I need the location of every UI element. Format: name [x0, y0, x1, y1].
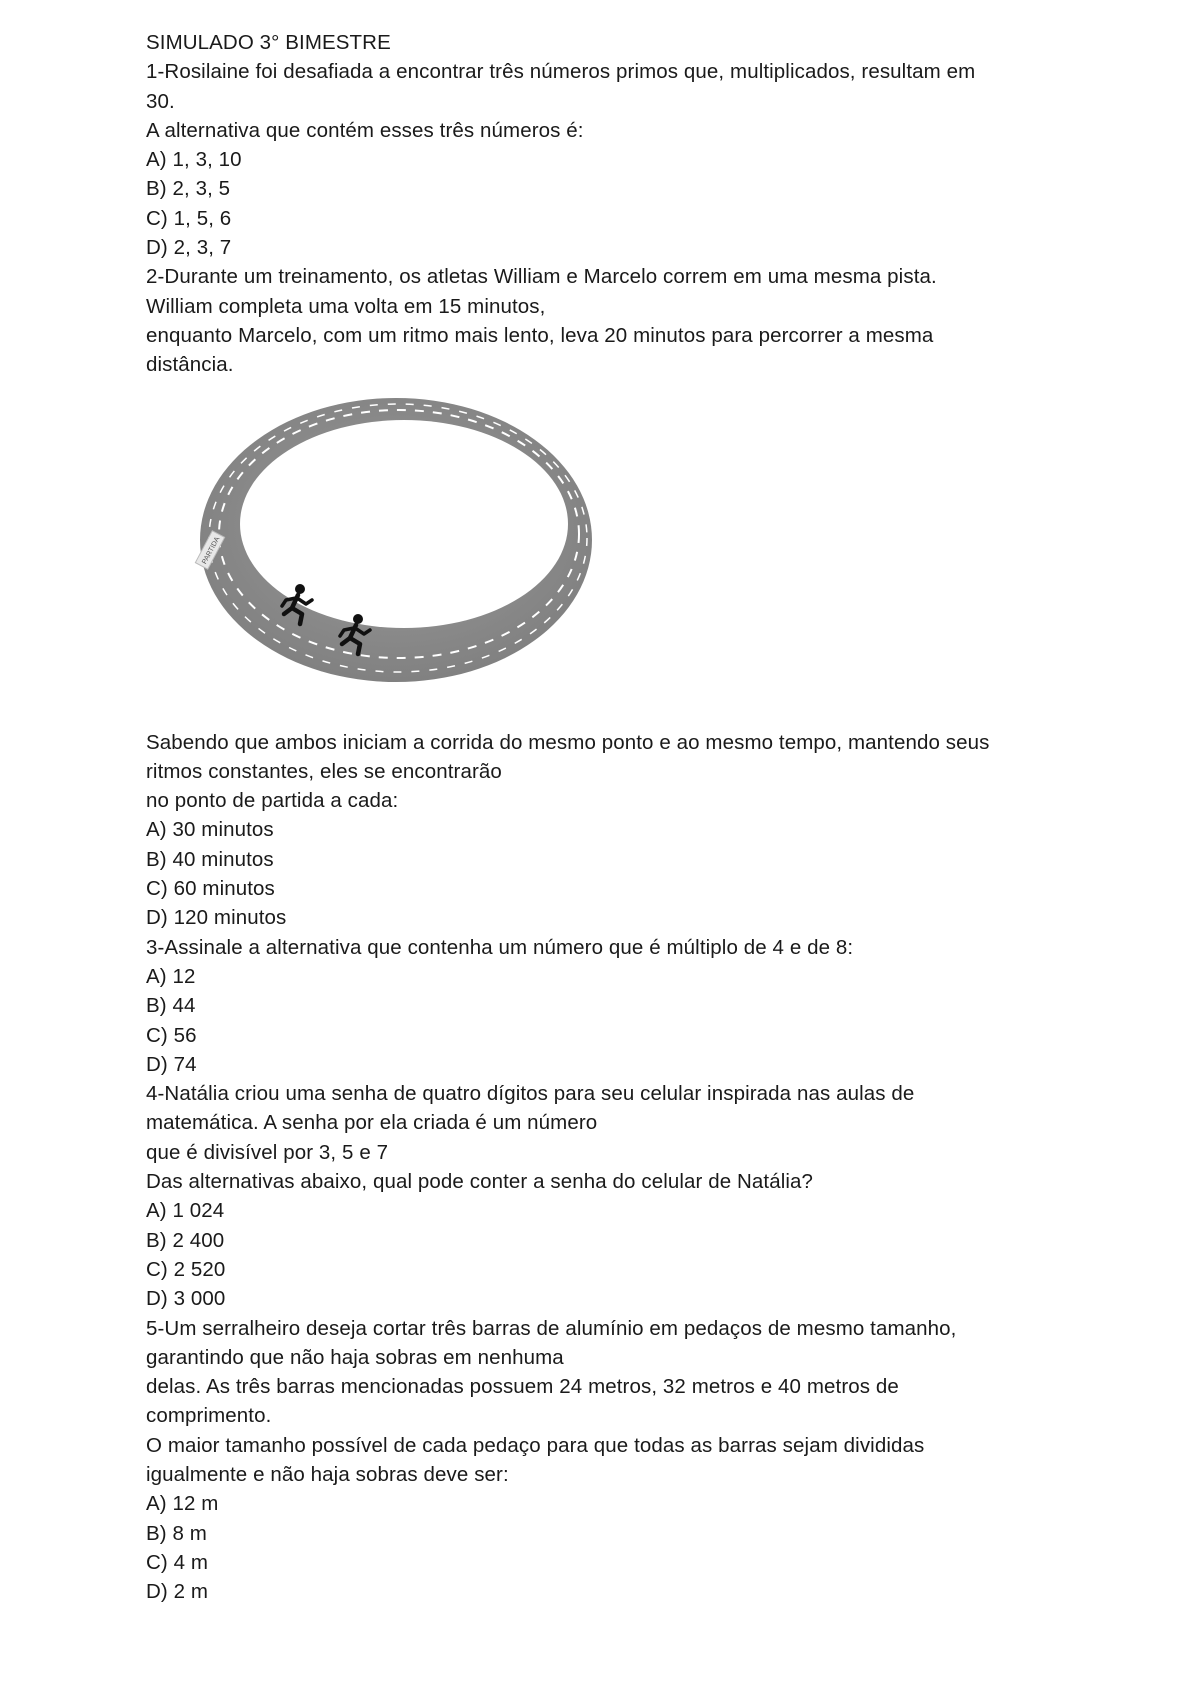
q4-statement-line: que é divisível por 3, 5 e 7 [146, 1140, 389, 1164]
running-track-illustration [188, 392, 608, 702]
q3-option-d: D) 74 [146, 1052, 197, 1076]
q2-option-c: C) 60 minutos [146, 877, 275, 901]
q3-statement-line: 3-Assinale a alternativa que contenha um número que é múltiplo de 4 e de 8: [146, 935, 854, 959]
q1-option-c: C) 1, 5, 6 [146, 206, 232, 230]
q4-option-c: C) 2 520 [146, 1257, 226, 1281]
q1-statement-line: 30. [146, 89, 175, 113]
q2-statement-line: distância. [146, 353, 234, 377]
q2-question-line: ritmos constantes, eles se encontrarão [146, 759, 502, 783]
q5-statement-line: 5-Um serralheiro deseja cortar três barras de alumínio em pedaços de mesmo tamanho, [146, 1316, 957, 1340]
q2-question-line: no ponto de partida a cada: [146, 789, 399, 813]
q5-statement-line: garantindo que não haja sobras em nenhuma [146, 1345, 564, 1369]
q4-statement-line: matemática. A senha por ela criada é um número [146, 1111, 598, 1135]
q2-option-a: A) 30 minutos [146, 818, 274, 842]
q2-option-b: B) 40 minutos [146, 847, 274, 871]
q1-option-d: D) 2, 3, 7 [146, 236, 232, 260]
q5-option-d: D) 2 m [146, 1580, 209, 1604]
q1-option-b: B) 2, 3, 5 [146, 177, 231, 201]
q5-option-a: A) 12 m [146, 1492, 219, 1516]
q4-statement-line: 4-Natália criou uma senha de quatro dígitos para seu celular inspirada nas aulas de [146, 1082, 915, 1106]
document-page [146, 28, 1086, 1606]
q4-option-b: B) 2 400 [146, 1228, 225, 1252]
q2-statement-line: enquanto Marcelo, com um ritmo mais lento, leva 20 minutos para percorrer a mesma [146, 323, 934, 347]
q5-statement-line: O maior tamanho possível de cada pedaço para que todas as barras sejam divididas [146, 1433, 925, 1457]
q3-option-a: A) 12 [146, 964, 196, 988]
running-track-figure [146, 380, 1086, 728]
q1-statement-line: 1-Rosilaine foi desafiada a encontrar três números primos que, multiplicados, resultam em [146, 60, 976, 84]
q5-option-b: B) 8 m [146, 1521, 207, 1545]
q2-option-d: D) 120 minutos [146, 906, 287, 930]
q5-statement-line: delas. As três barras mencionadas possuem 24 metros, 32 metros e 40 metros de [146, 1375, 899, 1399]
start-line-label: PARTIDA [201, 535, 222, 566]
q5-option-c: C) 4 m [146, 1550, 209, 1574]
document-title: SIMULADO 3° BIMESTRE [146, 31, 391, 54]
q4-statement-line: Das alternativas abaixo, qual pode conter a senha do celular de Natália? [146, 1170, 814, 1194]
q4-option-a: A) 1 024 [146, 1199, 225, 1223]
q2-statement-line: 2-Durante um treinamento, os atletas William e Marcelo correm em uma mesma pista. [146, 265, 937, 289]
q3-option-b: B) 44 [146, 994, 196, 1018]
q2-statement-line: William completa uma volta em 15 minutos, [146, 294, 546, 318]
q1-statement-line: A alternativa que contém esses três números é: [146, 118, 584, 142]
q4-option-d: D) 3 000 [146, 1287, 226, 1311]
q1-option-a: A) 1, 3, 10 [146, 148, 242, 172]
q5-statement-line: igualmente e não haja sobras deve ser: [146, 1462, 509, 1486]
q3-option-c: C) 56 [146, 1023, 197, 1047]
track-infield [240, 420, 568, 628]
q5-statement-line: comprimento. [146, 1404, 272, 1428]
q2-question-line: Sabendo que ambos iniciam a corrida do mesmo ponto e ao mesmo tempo, mantendo seus [146, 730, 990, 754]
